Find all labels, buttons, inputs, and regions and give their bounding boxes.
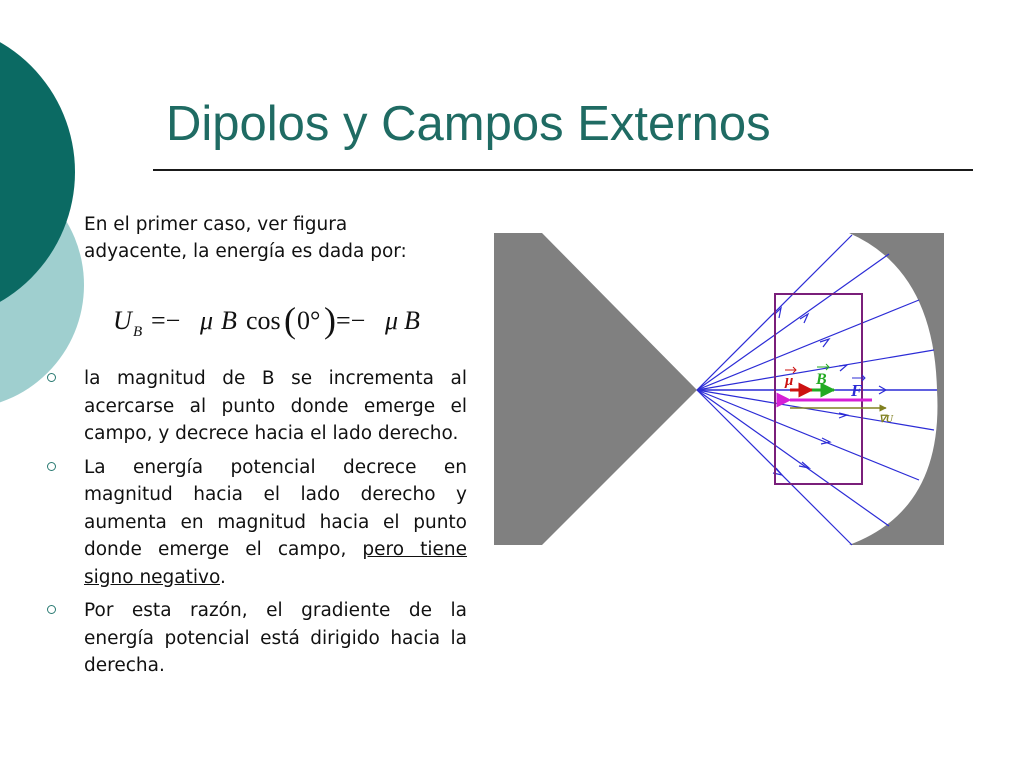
gradU-label: ∇U xyxy=(879,414,893,425)
bullet-text xyxy=(84,457,467,588)
formula-B-2: B xyxy=(404,306,420,335)
B-label: B xyxy=(816,371,827,388)
field-arrowhead xyxy=(800,314,808,323)
formula-U: U xyxy=(113,306,132,335)
circle-bullet-icon xyxy=(47,462,56,471)
formula-angle: 0° xyxy=(297,306,321,335)
dipole-field-figure xyxy=(494,230,944,548)
decorative-circles xyxy=(0,0,120,420)
bullet-text-part: . xyxy=(219,566,226,588)
F-label: F xyxy=(851,381,863,400)
intro-text: En el primer caso, ver figura adyacente, la energía es dada por: xyxy=(84,214,407,262)
energy-formula xyxy=(113,296,443,342)
field-arrowhead xyxy=(839,365,847,371)
circle-bullet-icon xyxy=(47,373,56,382)
bullet-text-part: La energía potencial decrece en magnitud hacia el lado derecho y aumenta en magnitud hacia el punto donde emerge el campo, xyxy=(84,456,467,560)
bullet-text: la magnitud de B se incrementa al acercarse al punto donde emerge el campo, y decrece hacia el lado derecho. xyxy=(84,368,467,444)
right-magnet-pole xyxy=(849,233,944,545)
slide-title: Dipolos y Campos Externos xyxy=(166,97,771,151)
formula-equals-minus-2: =− xyxy=(336,306,366,335)
field-line xyxy=(697,390,889,526)
bullet-list xyxy=(45,365,467,686)
formula-equals-minus-1: =− xyxy=(151,306,181,335)
bullet-item xyxy=(45,597,467,680)
formula-cos: cos xyxy=(246,306,281,335)
field-arrowhead xyxy=(839,413,847,418)
formula-mu-1: μ xyxy=(200,306,214,335)
formula-B-1: B xyxy=(221,306,237,335)
formula-subscript-B: B xyxy=(133,324,143,340)
formula-open-paren: ( xyxy=(284,300,296,340)
left-magnet-pole xyxy=(494,233,697,545)
bullet-item xyxy=(45,365,467,448)
bullet-text: Por esta razón, el gradiente de la energía potencial está dirigido hacia la derecha. xyxy=(84,600,467,676)
circle-bullet-icon xyxy=(47,605,56,614)
title-underline xyxy=(153,169,973,171)
formula-close-paren: ) xyxy=(324,300,336,340)
bullet-item xyxy=(45,454,467,592)
formula-mu-2: μ xyxy=(385,306,399,335)
mu-label: μ xyxy=(785,373,794,389)
field-line xyxy=(697,390,934,430)
underlined-phrase: pero tiene signo negativo xyxy=(84,539,468,588)
